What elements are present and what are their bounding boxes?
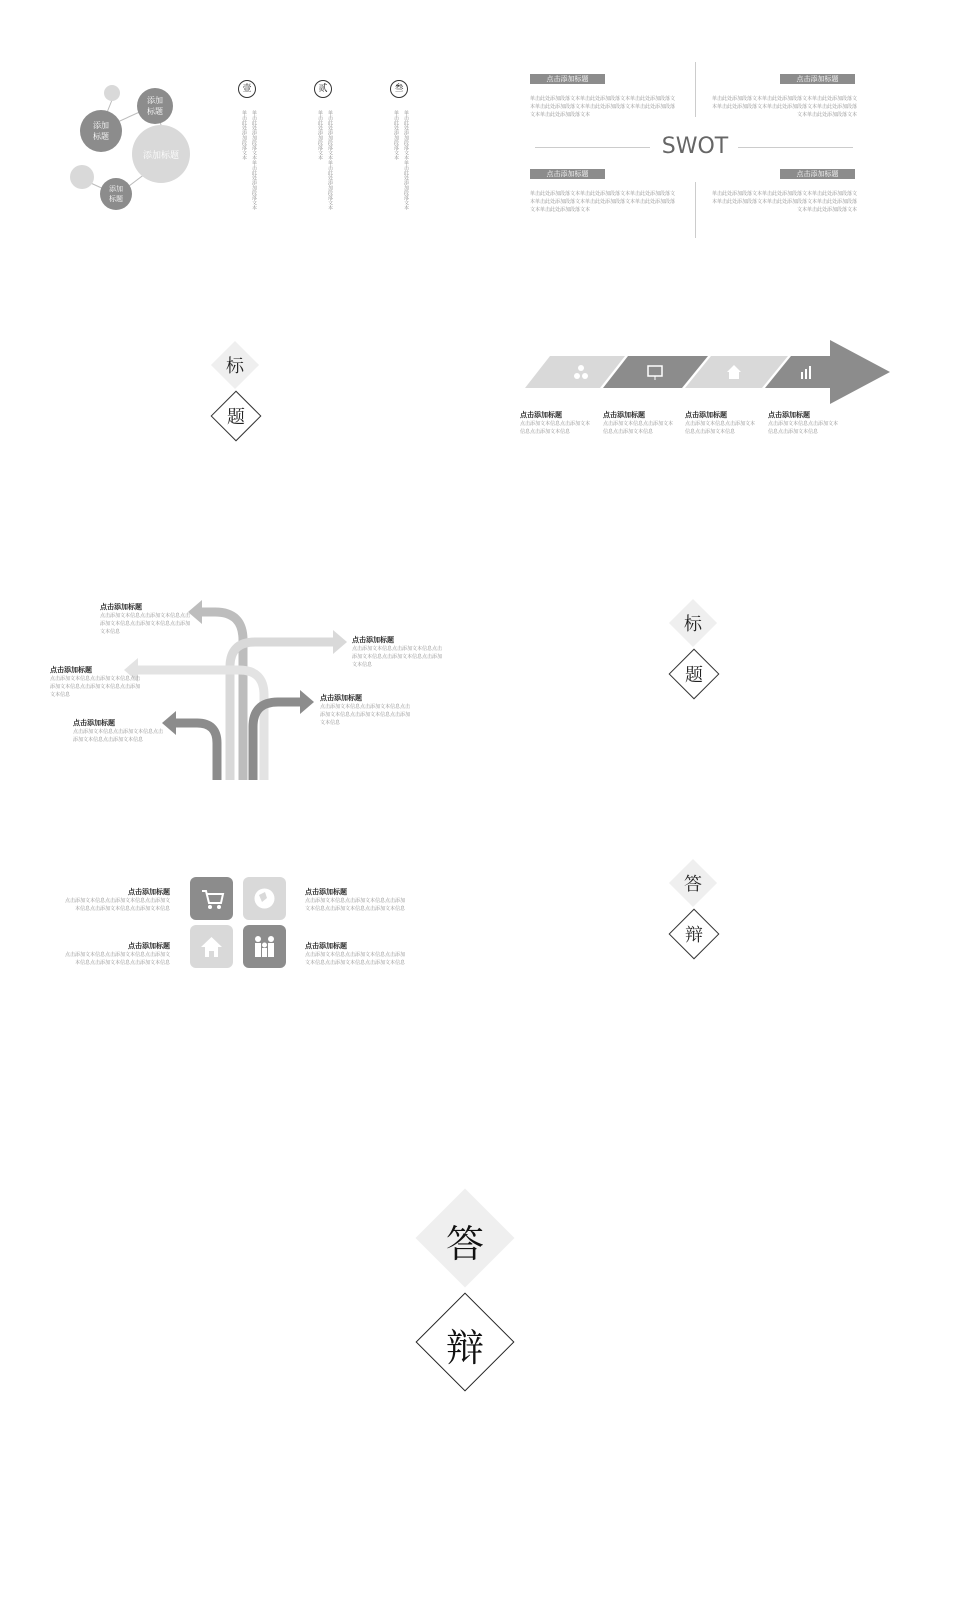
branch-text: 点击添加文本信息点击添加文本信息点击添加文本信息点击添加文本信息 (73, 729, 164, 743)
icon-grid-label-1[interactable] (65, 887, 170, 913)
title-diamond-2 (668, 598, 720, 702)
branch-label-2[interactable] (352, 635, 442, 669)
column-number-badge: 壹 (238, 80, 256, 98)
branch-title: 点击添加标题 (50, 666, 92, 674)
swot-text-4: 单击此处添加段落文本单击此处添加段落文本单击此处添加段落文本单击此处添加段落文本单击此处添加段落文本单击此处添加段落文本单击此处添加段落文本 (712, 191, 858, 213)
swot-vline-bottom (695, 182, 696, 238)
branch-text: 点击添加文本信息点击添加文本信息点击添加文本信息点击添加文本信息点击添加文本信息 (352, 646, 443, 668)
grid-text: 点击添加文本信息点击添加文本信息点击添加文本信息点击添加文本信息点击添加文本信息 (305, 952, 406, 966)
grid-title: 点击添加标题 (305, 888, 347, 896)
bubble-3[interactable]: 添加标题 (132, 125, 190, 183)
cart-icon (190, 877, 233, 920)
column-text: 单击此处添加段落文本 (393, 110, 399, 160)
numbered-column-1 (238, 80, 260, 220)
arrow-process-graphic (520, 338, 890, 408)
swot-text-2: 单击此处添加段落文本单击此处添加段落文本单击此处添加段落文本单击此处添加段落文本单击此处添加段落文本单击此处添加段落文本单击此处添加段落文本 (712, 96, 858, 118)
column-number-badge: 贰 (314, 80, 332, 98)
numbered-column-2 (314, 80, 336, 220)
grid-title: 点击添加标题 (305, 942, 347, 950)
diamond-bottom-char: 辩 (685, 925, 703, 946)
grid-title: 点击添加标题 (128, 888, 170, 896)
branch-text: 点击添加文本信息点击添加文本信息点击添加文本信息点击添加文本信息点击添加文本信息 (100, 613, 191, 635)
step-text: 点击添加文本信息点击添加文本信息点击添加文本信息 (685, 421, 756, 435)
swot-tag-4[interactable]: 点击添加标题 (780, 169, 855, 179)
icon-tile-cart[interactable] (190, 877, 233, 920)
numbered-column-3 (390, 80, 412, 220)
step-title: 点击添加标题 (768, 411, 810, 419)
swot-vline-top (695, 62, 696, 117)
branch-label-5[interactable] (73, 718, 163, 744)
branch-label-3[interactable] (50, 665, 140, 699)
branch-label-1[interactable] (100, 602, 190, 636)
title-diamond-3 (668, 858, 720, 962)
bubble-diagram (60, 80, 200, 220)
arrow-step-1[interactable] (520, 410, 590, 436)
grid-text: 点击添加文本信息点击添加文本信息点击添加文本信息点击添加文本信息点击添加文本信息 (305, 898, 406, 912)
branch-text: 点击添加文本信息点击添加文本信息点击添加文本信息点击添加文本信息点击添加文本信息 (50, 676, 141, 698)
diamond-bottom-char: 题 (227, 407, 245, 428)
branch-title: 点击添加标题 (352, 636, 394, 644)
bubble-1[interactable]: 添加 标题 (80, 110, 122, 152)
icon-grid-label-4[interactable] (305, 941, 405, 967)
swot-panel (530, 62, 860, 242)
branch-title: 点击添加标题 (100, 603, 142, 611)
icon-tile-home[interactable] (190, 925, 233, 968)
column-text: 单击此处添加段落文本单击此处添加段落文本 (251, 110, 257, 210)
diamond-top-char: 标 (684, 614, 702, 635)
arrow-step-4[interactable] (768, 410, 838, 436)
grid-text: 点击添加文本信息点击添加文本信息点击添加文本信息点击添加文本信息点击添加文本信息 (65, 952, 171, 966)
swot-tag-3[interactable]: 点击添加标题 (530, 169, 605, 179)
icon-tile-globe[interactable] (243, 877, 286, 920)
title-diamond-1 (210, 340, 262, 444)
swot-hline-right (738, 147, 853, 148)
branch-title: 点击添加标题 (73, 719, 115, 727)
swot-text-1: 单击此处添加段落文本单击此处添加段落文本单击此处添加段落文本单击此处添加段落文本单击此处添加段落文本单击此处添加段落文本单击此处添加段落文本 (530, 96, 676, 118)
arrow-step-3[interactable] (685, 410, 755, 436)
bubble-2[interactable]: 添加 标题 (137, 88, 173, 124)
branch-arrow-5 (175, 723, 217, 780)
step-title: 点击添加标题 (603, 411, 645, 419)
globe-icon (243, 877, 286, 920)
arrow-segment-4 (765, 340, 890, 404)
branch-diagram (40, 595, 460, 785)
swot-tag-1[interactable]: 点击添加标题 (530, 74, 605, 84)
icon-tile-family[interactable] (243, 925, 286, 968)
grid-text: 点击添加文本信息点击添加文本信息点击添加文本信息点击添加文本信息点击添加文本信息 (65, 898, 171, 912)
step-text: 点击添加文本信息点击添加文本信息点击添加文本信息 (603, 421, 674, 435)
swot-hline-left (535, 147, 650, 148)
icon-grid-label-3[interactable] (65, 941, 170, 967)
swot-title: SWOT (661, 134, 729, 159)
home-icon (190, 925, 233, 968)
step-title: 点击添加标题 (685, 411, 727, 419)
step-text: 点击添加文本信息点击添加文本信息点击添加文本信息 (768, 421, 839, 435)
icon-grid-label-2[interactable] (305, 887, 405, 913)
branch-title: 点击添加标题 (320, 694, 362, 702)
title-diamond-big (410, 1185, 520, 1395)
step-text: 点击添加文本信息点击添加文本信息点击添加文本信息 (520, 421, 591, 435)
column-text: 单击此处添加段落文本 (317, 110, 323, 160)
column-text: 单击此处添加段落文本单击此处添加段落文本 (327, 110, 333, 210)
column-number-badge: 叁 (390, 80, 408, 98)
grid-title: 点击添加标题 (128, 942, 170, 950)
step-title: 点击添加标题 (520, 411, 562, 419)
bubble-small-1 (104, 85, 120, 101)
arrow-step-2[interactable] (603, 410, 673, 436)
diamond-top-char: 答 (684, 874, 702, 895)
bubble-small-2 (70, 165, 94, 189)
swot-tag-2[interactable]: 点击添加标题 (780, 74, 855, 84)
diamond-top-char: 标 (226, 356, 244, 377)
bubble-4[interactable]: 添加 标题 (100, 178, 132, 210)
family-icon (243, 925, 286, 968)
diamond-bottom-char: 辩 (445, 1326, 484, 1370)
arrow-process (520, 338, 890, 458)
swot-text-3: 单击此处添加段落文本单击此处添加段落文本单击此处添加段落文本单击此处添加段落文本单击此处添加段落文本单击此处添加段落文本单击此处添加段落文本 (530, 191, 676, 213)
branch-text: 点击添加文本信息点击添加文本信息点击添加文本信息点击添加文本信息点击添加文本信息 (320, 704, 411, 726)
diamond-bottom-char: 题 (685, 665, 703, 686)
column-text: 单击此处添加段落文本单击此处添加段落文本 (403, 110, 409, 210)
column-text: 单击此处添加段落文本 (241, 110, 247, 160)
branch-label-4[interactable] (320, 693, 410, 727)
icon-grid-section (65, 875, 405, 970)
diamond-top-char: 答 (445, 1222, 484, 1266)
